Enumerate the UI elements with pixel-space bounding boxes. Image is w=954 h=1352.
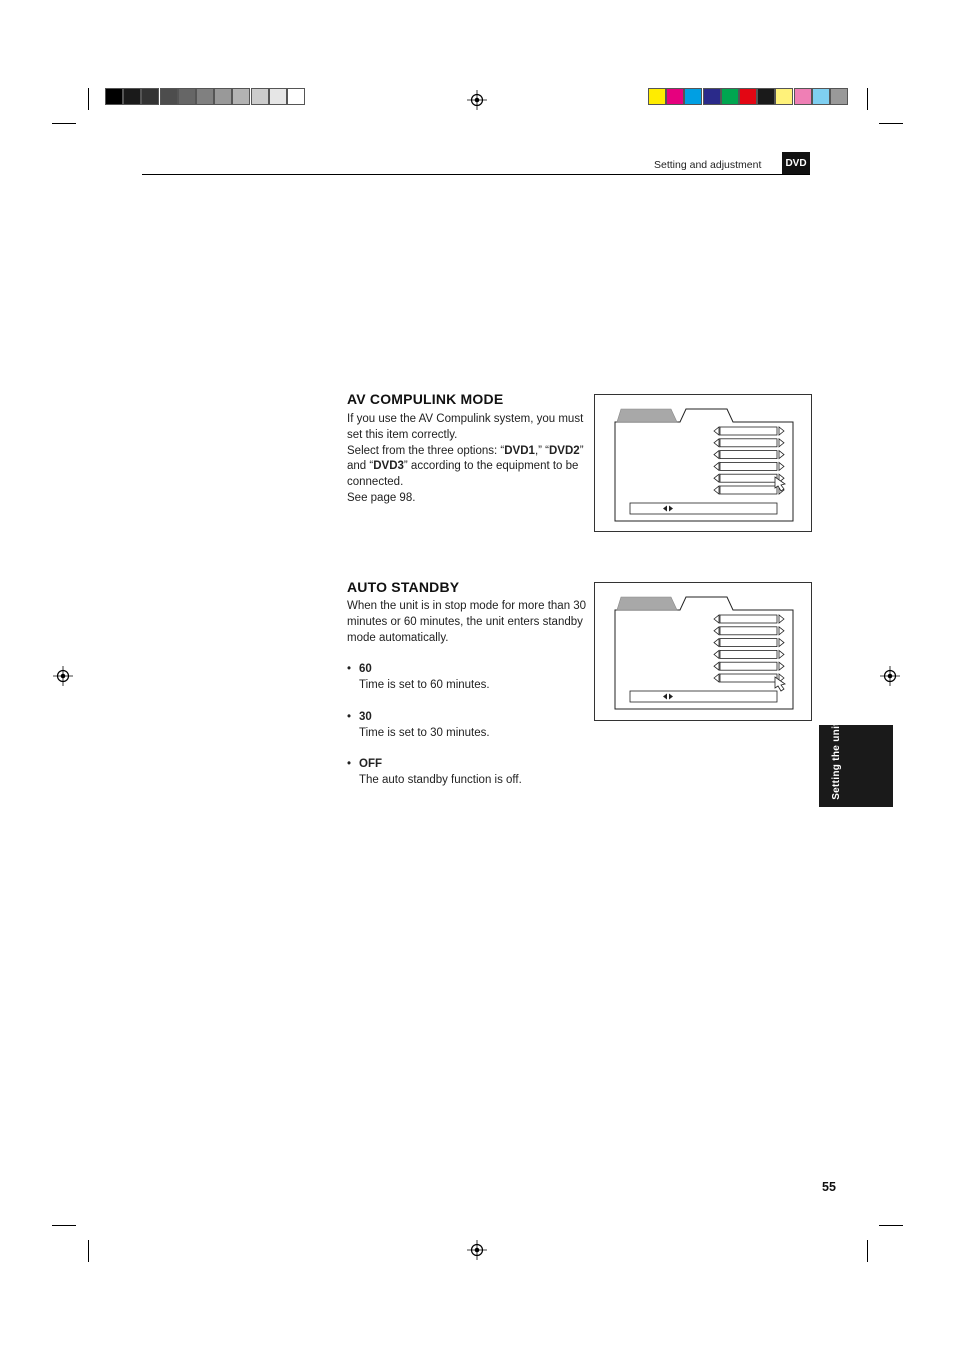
color-swatch — [141, 88, 159, 105]
menu-screen-illustration — [594, 394, 812, 532]
color-swatch — [105, 88, 123, 105]
auto-standby-option-value: OFF — [359, 758, 382, 770]
color-swatch — [739, 88, 757, 105]
header-divider — [142, 174, 810, 175]
auto-standby-option-value: 60 — [359, 663, 372, 675]
color-swatch — [775, 88, 793, 105]
header-section-label: Setting and adjustment — [654, 159, 762, 171]
auto-standby-option-description: Time is set to 30 minutes. — [359, 727, 490, 739]
color-swatch — [757, 88, 775, 105]
color-swatch — [214, 88, 232, 105]
crop-mark — [52, 1225, 76, 1226]
av-compulink-line2: Select from the three options: “DVD1,” “DVD2” and “DVD3” according to the equipment to be connected. — [347, 444, 584, 489]
color-swatch — [287, 88, 305, 105]
color-swatch — [160, 88, 178, 105]
menu-row — [714, 451, 784, 459]
menu-row — [714, 674, 784, 682]
auto-standby-intro: When the unit is in stop mode for more than 30 minutes or 60 minutes, the unit enters standby mode automatically. — [347, 600, 587, 644]
color-swatch — [648, 88, 666, 105]
menu-screen-drawing — [595, 395, 811, 531]
color-swatch — [666, 88, 684, 105]
registration-mark-icon — [467, 1240, 487, 1260]
color-swatch — [251, 88, 269, 105]
color-swatch — [703, 88, 721, 105]
menu-row — [714, 486, 784, 494]
menu-row — [714, 615, 784, 623]
auto-standby-option-value: 30 — [359, 711, 372, 723]
color-swatch — [794, 88, 812, 105]
menu-row — [714, 439, 784, 447]
menu-row — [714, 474, 784, 482]
crop-mark — [879, 1225, 903, 1226]
menu-row — [714, 639, 784, 647]
menu-row — [714, 462, 784, 470]
menu-row — [714, 427, 784, 435]
av-compulink-see-page: See page 98. — [347, 491, 416, 504]
color-swatch — [232, 88, 250, 105]
menu-screen-illustration — [594, 582, 812, 721]
color-swatch — [123, 88, 141, 105]
color-swatch — [196, 88, 214, 105]
option-dvd1: DVD1 — [504, 444, 535, 457]
registration-mark-icon — [467, 90, 487, 110]
registration-mark-icon — [880, 666, 900, 686]
crop-mark — [867, 88, 868, 110]
color-swatch — [178, 88, 196, 105]
option-dvd3: DVD3 — [373, 460, 404, 473]
dvd-badge: DVD — [782, 152, 810, 175]
menu-row — [714, 662, 784, 670]
menu-row — [714, 627, 784, 635]
crop-mark — [88, 88, 89, 110]
side-tab-label: Setting the unit — [831, 722, 842, 800]
auto-standby-option-description: Time is set to 60 minutes. — [359, 679, 490, 691]
color-swatch — [721, 88, 739, 105]
color-swatch — [812, 88, 830, 105]
color-swatch — [684, 88, 702, 105]
auto-standby-title: AUTO STANDBY — [347, 579, 460, 595]
color-swatch — [830, 88, 848, 105]
crop-mark — [52, 123, 76, 124]
menu-screen-drawing — [595, 583, 811, 720]
page-number: 55 — [822, 1180, 836, 1194]
menu-row — [714, 650, 784, 658]
registration-mark-icon — [53, 666, 73, 686]
crop-mark — [867, 1240, 868, 1262]
av-compulink-line1: If you use the AV Compulink system, you must set this item correctly. — [347, 413, 584, 441]
auto-standby-option-description: The auto standby function is off. — [359, 774, 522, 786]
av-compulink-description — [347, 412, 587, 507]
av-compulink-title: AV COMPULINK MODE — [347, 391, 504, 407]
crop-mark — [879, 123, 903, 124]
option-dvd2: DVD2 — [549, 444, 580, 457]
color-swatch — [269, 88, 287, 105]
side-tab — [819, 722, 893, 807]
crop-mark — [88, 1240, 89, 1262]
